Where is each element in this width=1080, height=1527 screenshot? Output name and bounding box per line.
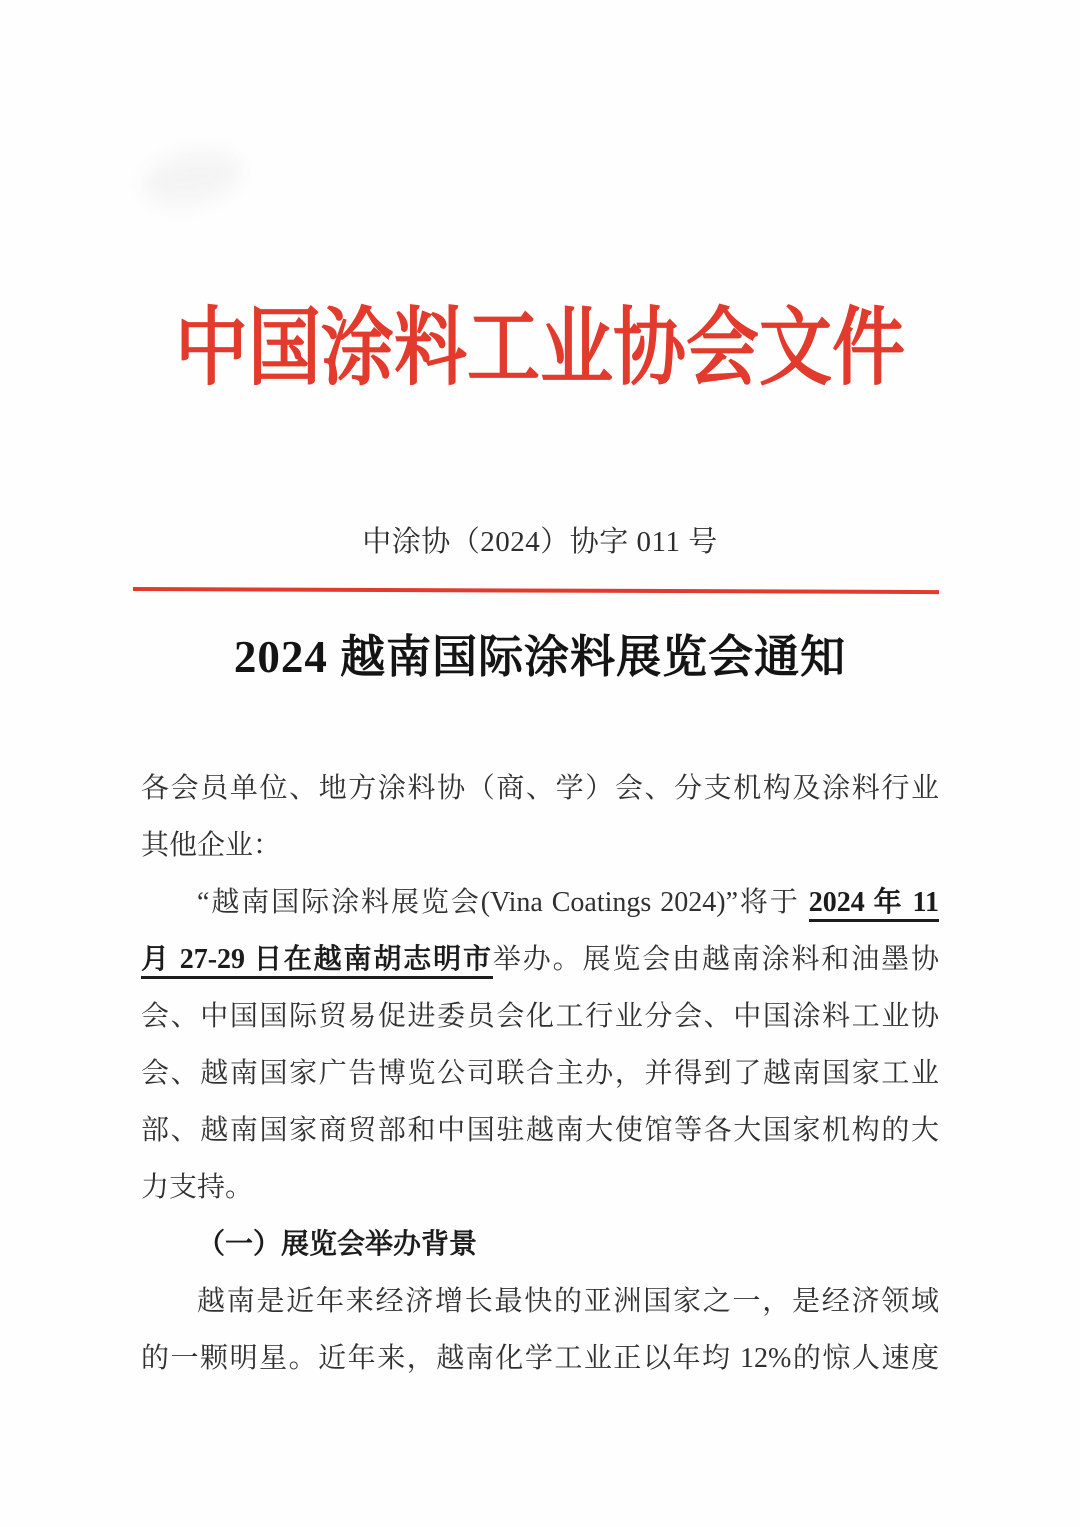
body-line: 会、中国国际贸易促进委员会化工行业分会、中国涂料工业协 <box>141 1001 939 1032</box>
body-line <box>141 874 939 931</box>
document-title: 2024 越南国际涂料展览会通知 <box>233 632 847 682</box>
doc-number: 中涂协（2024）协字 011 号 <box>362 526 718 558</box>
red-divider-rule <box>133 587 939 594</box>
scan-smudge-artifact <box>138 142 247 214</box>
body-line: 会、越南国家广告博览公司联合主办，并得到了越南国家工业 <box>141 1058 939 1089</box>
body-text-segment: 举办。展览会由越南涂料和油墨协 <box>492 944 939 975</box>
emphasis-underlined-date: 月 27-29 日在越南胡志明市 <box>141 944 493 979</box>
body-line: 的一颗明星。近年来，越南化学工业正以年均 12%的惊人速度 <box>141 1343 939 1374</box>
body-line: 部、越南国家商贸部和中国驻越南大使馆等各大国家机构的大 <box>141 1115 939 1146</box>
salutation-line: 其他企业： <box>141 830 282 861</box>
document-body <box>141 760 939 1387</box>
body-line <box>141 931 939 988</box>
body-text-segment: “越南国际涂料展览会(Vina Coatings 2024)”将于 <box>197 887 809 918</box>
org-header-title: 中国涂料工业协会文件 <box>175 300 905 396</box>
section-heading: （一）展览会举办背景 <box>197 1229 478 1260</box>
salutation-line: 各会员单位、地方涂料协（商、学）会、分支机构及涂料行业 <box>141 773 939 804</box>
body-line: 力支持。 <box>141 1172 254 1203</box>
emphasis-underlined-date: 2024 年 11 <box>809 887 939 922</box>
body-line: 越南是近年来经济增长最快的亚洲国家之一，是经济领域 <box>197 1286 939 1317</box>
